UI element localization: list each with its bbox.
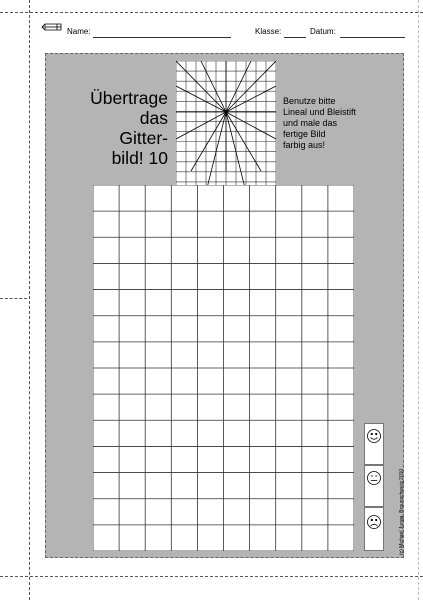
copy-grid[interactable] — [93, 185, 354, 551]
date-field[interactable] — [340, 37, 405, 38]
self-assessment-happy-box[interactable] — [364, 423, 384, 465]
class-label: Klasse: — [255, 27, 282, 36]
star-ray-line — [226, 112, 276, 139]
class-field[interactable] — [284, 37, 306, 38]
cut-line-left — [29, 0, 30, 600]
sample-grid-picture — [176, 61, 276, 192]
smiley-happy-icon — [368, 430, 381, 443]
name-label: Name: — [67, 27, 91, 36]
cut-line-bottom — [0, 576, 423, 577]
worksheet-instructions: Benutze bitte Lineal und Bleistift und male das fertige Bild farbig aus! — [283, 96, 357, 150]
star-ray-line — [176, 112, 226, 139]
star-ray-line — [201, 61, 226, 112]
date-label: Datum: — [310, 27, 336, 36]
self-assessment-neutral-box[interactable] — [364, 465, 384, 507]
star-ray-line — [226, 61, 251, 112]
fold-mark-right — [418, 0, 419, 600]
cut-line-top — [0, 12, 423, 13]
name-field[interactable] — [93, 37, 231, 38]
star-ray-line — [176, 86, 226, 112]
self-assessment-sad-box[interactable] — [364, 507, 384, 551]
pencil-icon — [41, 20, 63, 34]
copyright-note: (c) Michael Junga, Braunschweig 2010 — [399, 468, 405, 555]
star-ray-line — [226, 86, 276, 112]
star-ray-line — [176, 61, 226, 112]
smiley-sad-icon — [368, 516, 381, 529]
worksheet-title: Übertrage das Gitter- bild! 10 — [90, 88, 168, 168]
smiley-neutral-icon — [368, 472, 381, 485]
fold-mark-left — [0, 298, 27, 299]
star-ray-line — [226, 61, 276, 112]
